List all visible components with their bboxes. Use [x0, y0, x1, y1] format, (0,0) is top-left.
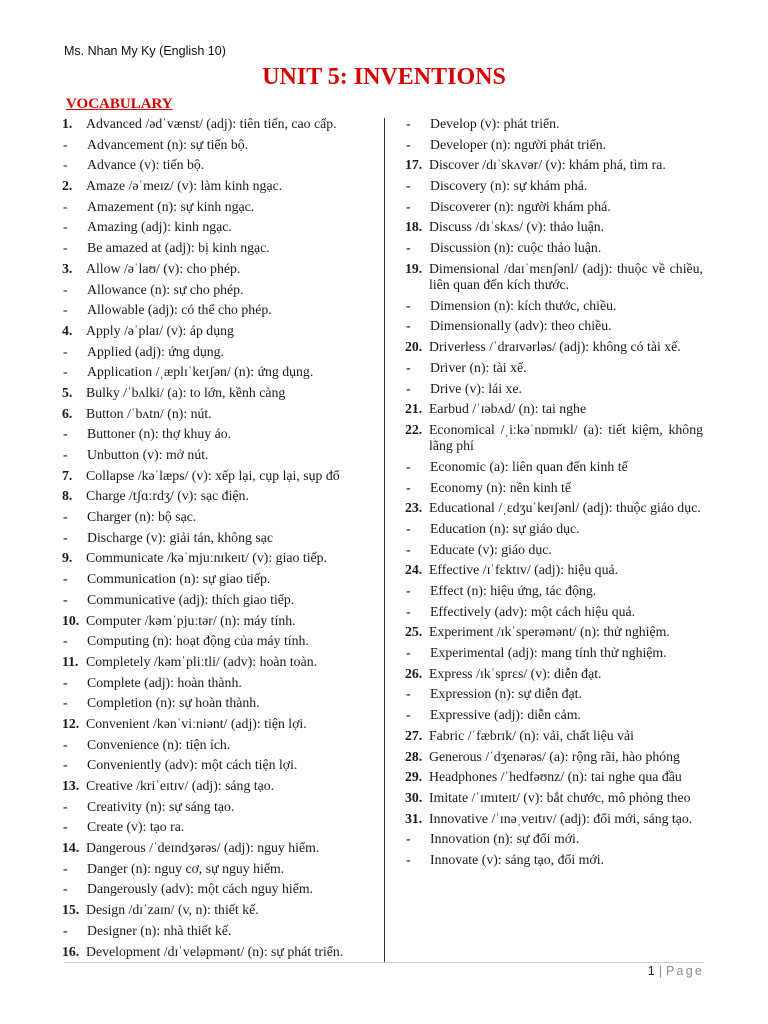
entry-dash: -: [63, 529, 68, 545]
entry-number: 21.: [405, 401, 423, 417]
entry-dash: -: [63, 157, 68, 173]
entry-text: Effectively (adv): một cách hiệu quả.: [430, 603, 636, 619]
entry-text: Expressive (adj): diễn cảm.: [430, 707, 581, 723]
entry-number: 29.: [405, 769, 423, 785]
entry-dash: -: [63, 922, 68, 938]
vocab-entry: [62, 902, 362, 918]
vocab-subentry: [62, 799, 362, 815]
entry-number: 20.: [405, 339, 423, 355]
entry-number: 11.: [62, 653, 79, 669]
entry-text: Discuss /dɪˈskʌs/ (v): thảo luận.: [429, 219, 605, 235]
entry-text: Discovery (n): sự khám phá.: [430, 178, 588, 194]
entry-text: Amazement (n): sự kinh ngạc.: [87, 198, 255, 214]
vocab-entry: [405, 339, 703, 355]
entry-dash: -: [63, 219, 68, 235]
entry-text: Fabric /ˈfæbrɪk/ (n): vải, chất liệu vải: [429, 727, 634, 743]
vocab-subentry: [62, 633, 362, 649]
entry-text: Effective /ɪˈfɛktɪv/ (adj): hiệu quả.: [429, 562, 619, 578]
entry-text: Discoverer (n): người khám phá.: [430, 198, 611, 214]
vocab-subentry: [62, 219, 362, 235]
entry-number: 3.: [62, 260, 73, 276]
entry-dash: -: [63, 695, 68, 711]
entry-number: 23.: [405, 500, 423, 516]
vocab-entry: [62, 840, 362, 856]
vocab-subentry: [62, 199, 362, 215]
entry-text: Application /ˌæplɪˈkeɪʃən/ (n): ứng dụng.: [87, 364, 314, 380]
entry-number: 2.: [62, 178, 73, 194]
entry-text: Experimental (adj): mang tính thử nghiệm.: [430, 645, 667, 661]
entry-text: Completion (n): sự hoàn thành.: [87, 695, 260, 711]
vocab-subentry: [62, 861, 362, 877]
entry-dash: -: [63, 674, 68, 690]
entry-text: Economical /ˌiːkəˈnɒmɪkl/ (a): tiết kiệm, không lãng phí: [429, 421, 703, 454]
entry-text: Charger (n): bộ sạc.: [87, 509, 197, 525]
entry-text: Charge /tʃɑːrdʒ/ (v): sạc điện.: [86, 488, 249, 504]
vocab-entry: [405, 261, 703, 294]
entry-number: 12.: [62, 715, 80, 731]
entry-dash: -: [63, 302, 68, 318]
entry-text: Conveniently (adv): một cách tiện lợi.: [87, 757, 298, 773]
vocab-subentry: [405, 480, 703, 496]
vocab-entry: [405, 422, 703, 455]
entry-text: Innovation (n): sự đổi mới.: [430, 831, 580, 847]
page-footer: [648, 964, 704, 978]
entry-text: Allowable (adj): có thể cho phép.: [87, 302, 272, 318]
entry-number: 19.: [405, 260, 423, 276]
entry-text: Innovate (v): sáng tạo, đổi mới.: [430, 851, 604, 867]
entry-number: 31.: [405, 810, 423, 826]
entry-dash: -: [63, 819, 68, 835]
entry-number: 16.: [62, 943, 80, 959]
entry-text: Generous /ˈdʒenərəs/ (a): rộng rãi, hào phóng: [429, 748, 680, 764]
vocab-subentry: [62, 509, 362, 525]
entry-text: Communication (n): sự giao tiếp.: [87, 571, 271, 587]
entry-dash: -: [63, 571, 68, 587]
vocab-subentry: [62, 137, 362, 153]
vocab-subentry: [405, 459, 703, 475]
footer-separator: |: [658, 964, 662, 978]
entry-dash: -: [406, 198, 411, 214]
section-label-vocabulary: VOCABULARY: [66, 96, 173, 112]
entry-text: Dangerous /ˈdeɪndʒərəs/ (adj): nguy hiểm.: [86, 840, 320, 856]
entry-dash: -: [63, 591, 68, 607]
vocab-subentry: [62, 757, 362, 773]
vocab-entry: [62, 468, 362, 484]
entry-number: 8.: [62, 488, 73, 504]
vocab-subentry: [405, 137, 703, 153]
vocabulary-column-left: [62, 116, 362, 964]
vocab-subentry: [62, 344, 362, 360]
entry-dash: -: [63, 798, 68, 814]
vocab-subentry: [405, 831, 703, 847]
entry-text: Creativity (n): sự sáng tạo.: [87, 798, 235, 814]
entry-text: Design /dɪˈzaɪn/ (v, n): thiết kế.: [86, 902, 259, 918]
entry-number: 22.: [405, 421, 423, 437]
entry-text: Bulky /ˈbʌlki/ (a): to lớn, kềnh càng: [86, 384, 286, 400]
vocab-subentry: [62, 675, 362, 691]
entry-dash: -: [406, 520, 411, 536]
vocab-subentry: [62, 364, 362, 380]
entry-text: Educational /ˌɛdʒuˈkeɪʃənl/ (adj): thuộc giáo dục.: [429, 500, 701, 516]
vocab-entry: [62, 716, 362, 732]
vocabulary-column-right: [405, 116, 703, 873]
entry-dash: -: [63, 343, 68, 359]
entry-text: Computer /kəmˈpjuːtər/ (n): máy tính.: [86, 612, 296, 628]
entry-dash: -: [63, 198, 68, 214]
footer-rule: [64, 962, 704, 963]
entry-text: Earbud /ˈɪəbʌd/ (n): tai nghe: [429, 401, 587, 417]
entry-text: Communicate /kəˈmjuːnɪkeɪt/ (v): giao tiếp.: [86, 550, 328, 566]
entry-text: Educate (v): giáo dục.: [430, 541, 552, 557]
vocab-subentry: [405, 852, 703, 868]
vocab-entry: [405, 769, 703, 785]
vocab-entry: [405, 219, 703, 235]
entry-text: Dimension (n): kích thước, chiều.: [430, 297, 617, 313]
entry-text: Economy (n): nền kinh tế: [430, 479, 572, 495]
entry-dash: -: [63, 881, 68, 897]
entry-dash: -: [63, 447, 68, 462]
vocab-entry: [62, 550, 362, 566]
vocab-subentry: [405, 116, 703, 132]
entry-number: 27.: [405, 727, 423, 743]
entry-text: Imitate /ˈɪmɪteɪt/ (v): bắt chước, mô phỏng theo: [429, 789, 691, 805]
entry-text: Danger (n): nguy cơ, sự nguy hiểm.: [87, 860, 285, 876]
vocab-subentry: [405, 199, 703, 215]
vocab-subentry: [405, 381, 703, 397]
page-number: 1: [647, 964, 655, 978]
vocab-entry: [62, 385, 362, 401]
vocab-subentry: [405, 178, 703, 194]
entry-text: Headphones /ˈhedfəʊnz/ (n): tai nghe qua đầu: [429, 769, 682, 785]
entry-text: Driver (n): tài xế.: [430, 359, 527, 375]
entry-text: Development /dɪˈveləpmənt/ (n): sự phát triển.: [86, 943, 344, 959]
vocab-entry: [405, 624, 703, 640]
entry-text: Develop (v): phát triển.: [430, 116, 560, 131]
entry-dash: -: [406, 479, 411, 495]
vocab-subentry: [62, 737, 362, 753]
entry-text: Allow /əˈlaʊ/ (v): cho phép.: [86, 260, 241, 276]
entry-text: Amazing (adj): kinh ngạc.: [87, 219, 232, 235]
vocab-entry: [62, 488, 362, 504]
vocab-entry: [405, 666, 703, 682]
entry-text: Complete (adj): hoàn thành.: [87, 674, 242, 690]
entry-dash: -: [406, 707, 411, 723]
vocab-entry: [405, 157, 703, 173]
entry-text: Innovative /ˈɪnəˌveɪtɪv/ (adj): đổi mới, sáng tạo.: [429, 810, 693, 826]
entry-dash: -: [406, 541, 411, 557]
entry-number: 4.: [62, 322, 73, 338]
entry-dash: -: [63, 281, 68, 297]
page-title: UNIT 5: INVENTIONS: [262, 64, 506, 90]
entry-text: Economic (a): liên quan đến kinh tế: [430, 458, 628, 474]
entry-dash: -: [63, 757, 68, 773]
vocab-subentry: [62, 881, 362, 897]
vocab-entry: [62, 654, 362, 670]
entry-text: Dimensionally (adv): theo chiều.: [430, 318, 612, 334]
entry-text: Education (n): sự giáo dục.: [430, 520, 580, 536]
entry-number: 9.: [62, 550, 73, 566]
column-divider: [384, 118, 385, 962]
entry-text: Allowance (n): sự cho phép.: [87, 281, 244, 297]
vocab-entry: [62, 178, 362, 194]
entry-dash: -: [63, 364, 68, 380]
vocab-subentry: [62, 695, 362, 711]
vocab-entry: [62, 944, 362, 960]
entry-dash: -: [406, 831, 411, 847]
entry-number: 15.: [62, 902, 80, 918]
vocab-subentry: [62, 426, 362, 442]
entry-text: Convenient /kənˈviːniənt/ (adj): tiện lợi.: [86, 715, 307, 731]
vocab-subentry: [62, 571, 362, 587]
vocab-entry: [405, 749, 703, 765]
vocab-subentry: [62, 592, 362, 608]
vocab-subentry: [405, 240, 703, 256]
entry-number: 25.: [405, 624, 423, 640]
entry-number: 14.: [62, 840, 80, 856]
entry-text: Expression (n): sự diễn đạt.: [430, 686, 582, 702]
vocab-subentry: [62, 447, 362, 463]
entry-text: Apply /əˈplaɪ/ (v): áp dụng: [86, 322, 234, 338]
entry-dash: -: [63, 426, 68, 442]
vocab-entry: [405, 811, 703, 827]
entry-text: Computing (n): hoạt động của máy tính.: [87, 633, 309, 649]
entry-text: Creative /kriˈeɪtɪv/ (adj): sáng tạo.: [86, 778, 275, 793]
entry-dash: -: [63, 736, 68, 752]
vocab-subentry: [405, 583, 703, 599]
entry-dash: -: [63, 136, 68, 152]
vocab-subentry: [62, 530, 362, 546]
vocab-entry: [62, 323, 362, 339]
entry-text: Unbutton (v): mở nút.: [87, 447, 209, 462]
entry-number: 18.: [405, 219, 423, 235]
entry-text: Experiment /ɪkˈsperəmənt/ (n): thử nghiệm.: [429, 624, 670, 640]
vocab-subentry: [62, 282, 362, 298]
entry-dash: -: [406, 851, 411, 867]
entry-dash: -: [406, 318, 411, 334]
entry-text: Discussion (n): cuộc thảo luận.: [430, 240, 602, 256]
vocab-subentry: [62, 157, 362, 173]
entry-number: 5.: [62, 384, 73, 400]
entry-number: 7.: [62, 467, 73, 483]
vocab-subentry: [62, 302, 362, 318]
entry-dash: -: [406, 583, 411, 599]
entry-dash: -: [406, 380, 411, 396]
entry-text: Collapse /kəˈlæps/ (v): xếp lại, cụp lại, sụp đổ: [86, 467, 340, 483]
entry-text: Dangerously (adv): một cách nguy hiểm.: [87, 881, 314, 897]
entry-text: Advancement (n): sự tiến bộ.: [87, 136, 249, 152]
vocab-entry: [405, 562, 703, 578]
vocab-subentry: [405, 604, 703, 620]
entry-text: Advance (v): tiến bộ.: [87, 157, 205, 173]
entry-text: Drive (v): lái xe.: [430, 380, 522, 396]
entry-text: Amaze /əˈmeɪz/ (v): làm kinh ngạc.: [86, 178, 283, 194]
entry-dash: -: [406, 178, 411, 194]
entry-dash: -: [63, 509, 68, 525]
entry-text: Buttoner (n): thợ khuy áo.: [87, 426, 232, 442]
entry-text: Create (v): tạo ra.: [87, 819, 185, 835]
entry-text: Be amazed at (adj): bị kinh ngạc.: [87, 240, 270, 256]
vocab-entry: [62, 613, 362, 629]
vocab-subentry: [405, 645, 703, 661]
vocab-subentry: [62, 923, 362, 939]
vocab-entry: [405, 790, 703, 806]
entry-number: 17.: [405, 157, 423, 173]
entry-text: Communicative (adj): thích giao tiếp.: [87, 591, 295, 607]
entry-text: Button /ˈbʌtn/ (n): nút.: [86, 405, 212, 421]
entry-text: Completely /kəmˈpliːtli/ (adv): hoàn toàn.: [86, 653, 318, 669]
entry-number: 10.: [62, 612, 80, 628]
vocab-subentry: [405, 542, 703, 558]
entry-dash: -: [63, 240, 68, 256]
entry-number: 13.: [62, 778, 80, 793]
vocab-subentry: [62, 819, 362, 835]
entry-text: Developer (n): người phát triển.: [430, 136, 607, 152]
entry-dash: -: [406, 603, 411, 619]
vocab-entry: [405, 500, 703, 516]
entry-dash: -: [406, 359, 411, 375]
entry-dash: -: [406, 458, 411, 474]
vocab-subentry: [405, 318, 703, 334]
entry-text: Effect (n): hiệu ứng, tác động.: [430, 583, 597, 599]
vocab-subentry: [405, 360, 703, 376]
entry-dash: -: [406, 240, 411, 256]
entry-number: 6.: [62, 405, 73, 421]
entry-dash: -: [406, 686, 411, 702]
vocab-entry: [62, 406, 362, 422]
vocab-subentry: [405, 707, 703, 723]
entry-dash: -: [406, 297, 411, 313]
vocab-entry: [405, 401, 703, 417]
entry-dash: -: [406, 116, 411, 131]
entry-dash: -: [63, 860, 68, 876]
entry-text: Advanced /ədˈvænst/ (adj): tiên tiến, cao cấp.: [86, 116, 337, 131]
entry-dash: -: [406, 645, 411, 661]
vocab-subentry: [405, 521, 703, 537]
entry-text: Driverless /ˈdraɪvərləs/ (adj): không có tài xế.: [429, 339, 681, 355]
entry-text: Discharge (v): giải tán, không sạc: [87, 529, 273, 545]
entry-dash: -: [406, 136, 411, 152]
vocab-entry: [62, 116, 362, 132]
entry-number: 24.: [405, 562, 423, 578]
page-label: Page: [666, 964, 704, 978]
entry-number: 28.: [405, 748, 423, 764]
vocab-entry: [62, 261, 362, 277]
entry-text: Discover /dɪˈskʌvər/ (v): khám phá, tìm ra.: [429, 157, 666, 173]
vocab-entry: [62, 778, 362, 794]
entry-text: Dimensional /daɪˈmɛnʃənl/ (adj): thuộc về chiều, liên quan đến kích thước.: [429, 260, 703, 293]
entry-number: 1.: [62, 116, 73, 131]
vocab-subentry: [405, 298, 703, 314]
entry-dash: -: [63, 633, 68, 649]
entry-text: Convenience (n): tiện ích.: [87, 736, 231, 752]
vocab-subentry: [62, 240, 362, 256]
entry-text: Designer (n): nhà thiết kế.: [87, 922, 232, 938]
vocab-entry: [405, 728, 703, 744]
entry-number: 26.: [405, 665, 423, 681]
vocab-subentry: [405, 686, 703, 702]
header-author: Ms. Nhan My Ky (English 10): [64, 44, 226, 58]
entry-number: 30.: [405, 789, 423, 805]
entry-text: Applied (adj): ứng dụng.: [87, 343, 224, 359]
entry-text: Express /ɪkˈsprɛs/ (v): diễn đạt.: [429, 665, 602, 681]
